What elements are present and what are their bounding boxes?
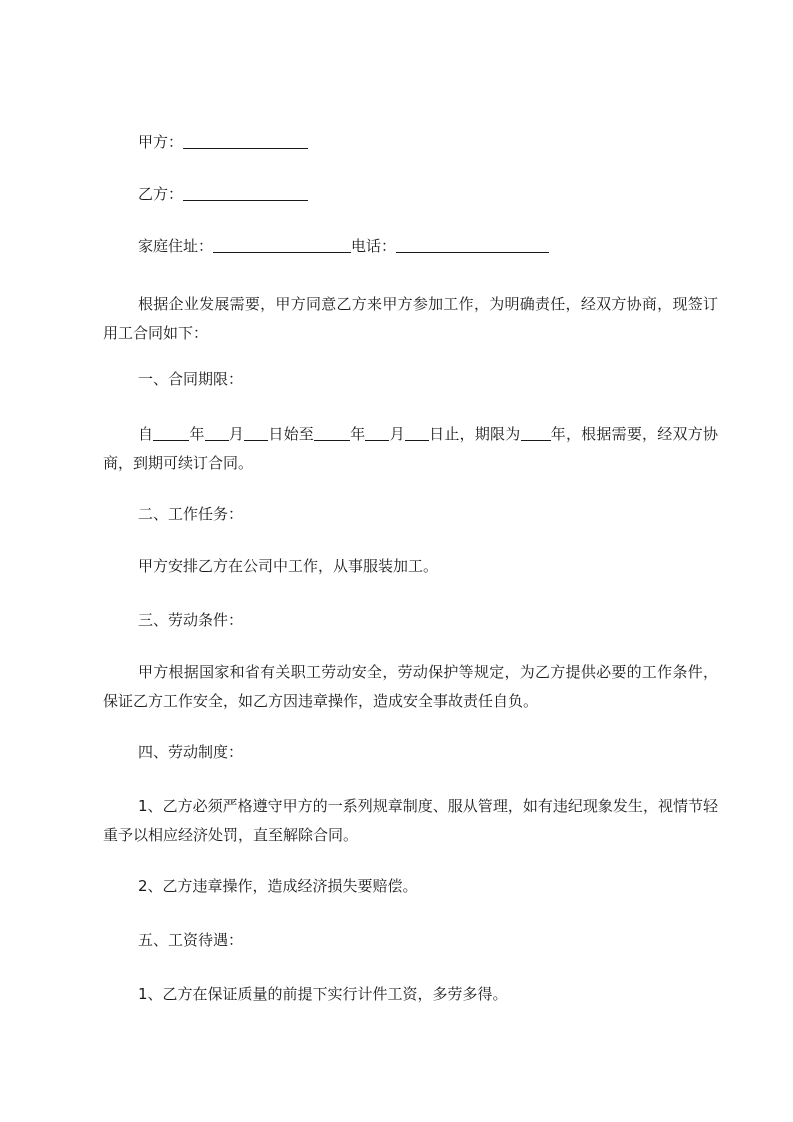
- intro-paragraph: 根据企业发展需要，甲方同意乙方来甲方参加工作，为明确责任，经双方协商，现签订用工合同如下：: [103, 295, 718, 342]
- end-day-blank: [405, 424, 429, 441]
- party-b-blank: [183, 184, 308, 201]
- rules-heading: 四、劳动制度：: [138, 743, 244, 761]
- term-text-3: 月: [228, 425, 245, 443]
- address-label: 家庭住址：: [138, 237, 214, 255]
- term-text-2: 年: [189, 425, 205, 443]
- duration-blank: [521, 424, 551, 441]
- party-b-label: 乙方：: [138, 185, 184, 203]
- term-text-6: 月: [389, 425, 405, 443]
- end-year-blank: [314, 424, 350, 441]
- party-a-blank: [183, 132, 308, 149]
- rules-item-1: 1、乙方必须严格遵守甲方的一系列规章制度、服从管理，如有违纪现象发生，视情节轻重予以相应经济处罚，直至解除合同。: [103, 797, 718, 844]
- term-paragraph: [103, 420, 718, 478]
- address-phone-line: [138, 232, 718, 261]
- conditions-heading: 三、劳动条件：: [138, 611, 244, 629]
- party-b-line: [138, 180, 718, 209]
- address-blank: [213, 236, 351, 253]
- phone-blank: [396, 236, 549, 253]
- end-month-blank: [365, 424, 389, 441]
- conditions-paragraph: 甲方根据国家和省有关职工劳动安全，劳动保护等规定，为乙方提供必要的工作条件，保证乙方工作安全，如乙方因违章操作，造成安全事故责任自负。: [103, 663, 718, 710]
- start-day-blank: [244, 424, 268, 441]
- task-heading: 二、工作任务：: [138, 505, 244, 523]
- party-a-line: [138, 128, 718, 157]
- party-a-label: 甲方：: [138, 133, 184, 151]
- wages-item-1: 1、乙方在保证质量的前提下实行计件工资，多劳多得。: [138, 985, 508, 1003]
- term-text-7: 日止，期限为: [428, 425, 521, 443]
- rules-item-2: 2、乙方违章操作，造成经济损失要赔偿。: [138, 877, 418, 895]
- start-year-blank: [153, 424, 189, 441]
- start-month-blank: [205, 424, 229, 441]
- term-text-4: 日始至: [268, 425, 315, 443]
- term-text-8: 年，根据需要，经双方协商，到期可续订合同。: [103, 425, 718, 472]
- term-text-5: 年: [350, 425, 366, 443]
- phone-label: 电话：: [351, 237, 397, 255]
- task-paragraph: 甲方安排乙方在公司中工作，从事服装加工。: [138, 557, 439, 575]
- term-heading: 一、合同期限：: [138, 370, 244, 388]
- term-text-1: 自: [138, 425, 154, 443]
- wages-heading: 五、工资待遇：: [138, 931, 244, 949]
